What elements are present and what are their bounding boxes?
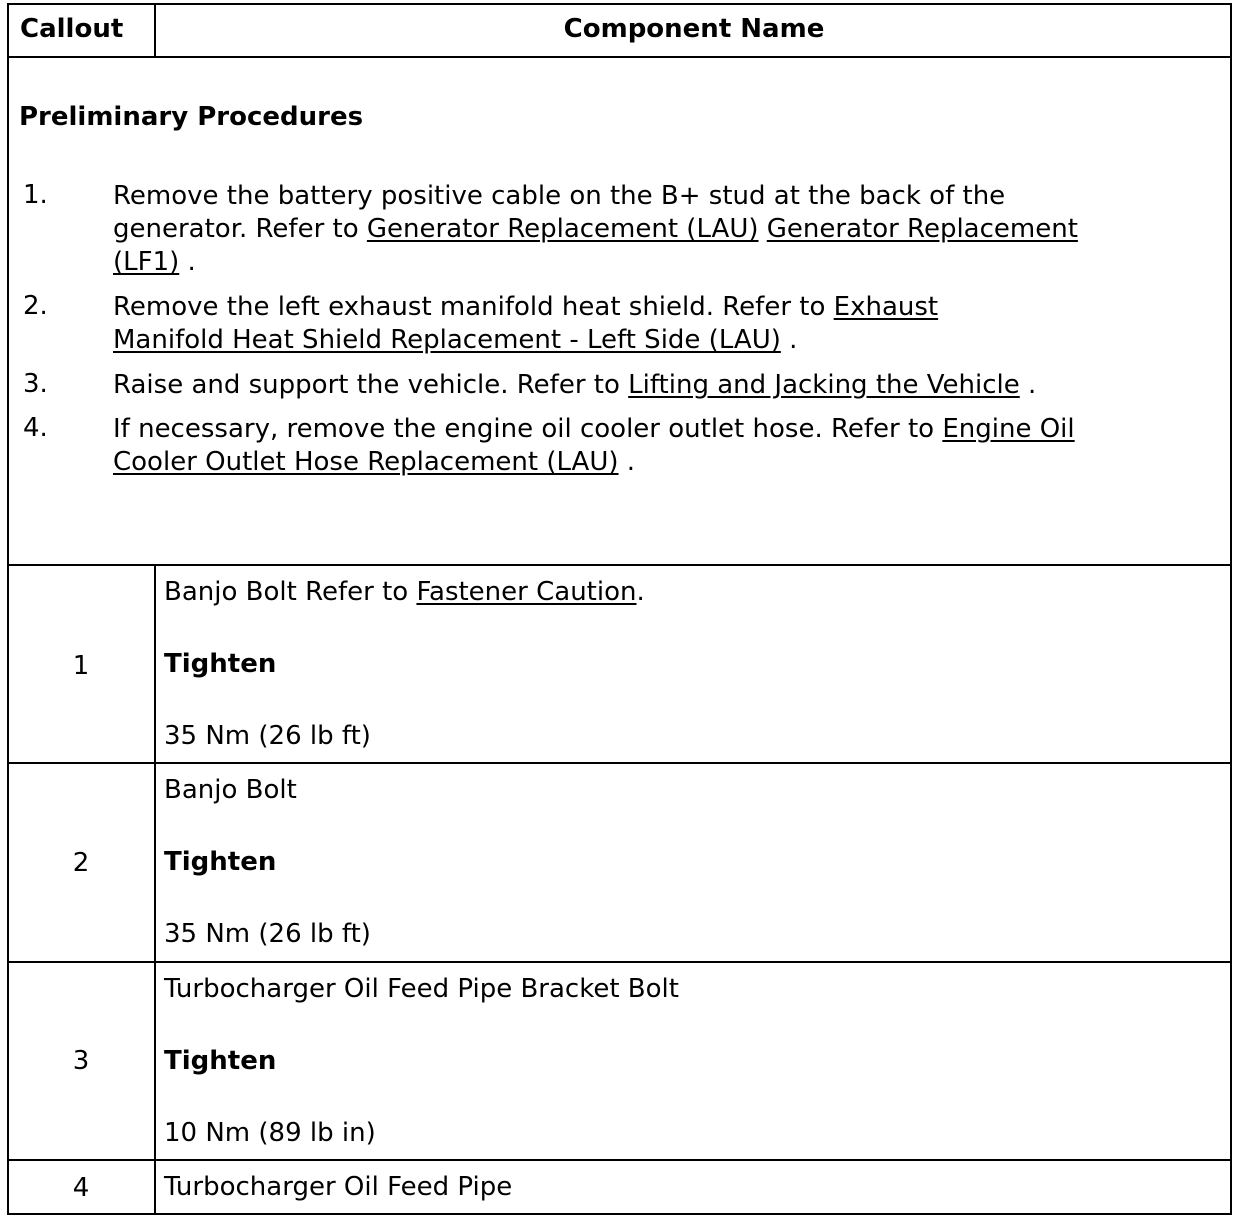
tighten-label: Tighten (164, 649, 277, 679)
component-name: Turbocharger Oil Feed Pipe Bracket Bolt (164, 974, 679, 1004)
torque-spec: 35 Nm (26 lb ft) (164, 919, 371, 949)
section-title: Preliminary Procedures (19, 102, 364, 132)
link-generator-lau[interactable]: Generator Replacement (LAU) (366, 214, 759, 244)
component-name: Turbocharger Oil Feed Pipe (164, 1172, 513, 1202)
callout-number: 2 (72, 848, 90, 878)
callout-number: 3 (72, 1046, 90, 1076)
callout-number: 1 (72, 651, 90, 681)
step-number: 2. (23, 291, 48, 321)
step-number: 1. (23, 180, 48, 210)
step-text: Raise and support the vehicle. Refer to Lifting and Jacking the Vehicle . (113, 370, 1037, 400)
tighten-label: Tighten (164, 847, 277, 877)
step-text: Remove the battery positive cable on the B+ stud at the back of the generator. Refer to Generator Replacement (LAU) Generator Replacement (LF1) . (113, 181, 1078, 277)
divider (7, 564, 1232, 566)
torque-spec: 35 Nm (26 lb ft) (164, 721, 371, 751)
step-number: 3. (23, 369, 48, 399)
header-callout: Callout (20, 14, 124, 44)
step-text: Remove the left exhaust manifold heat shield. Refer to Exhaust Manifold Heat Shield Replacement - Left Side (LAU) . (113, 292, 939, 355)
tighten-label: Tighten (164, 1046, 277, 1076)
link-exhaust-heat-shield[interactable]: Exhaust Manifold Heat Shield Replacement - Left Side (LAU) (113, 292, 939, 355)
step-number: 4. (23, 413, 48, 443)
step-text: If necessary, remove the engine oil cooler outlet hose. Refer to Engine Oil Cooler Outlet Hose Replacement (LAU) . (113, 414, 1075, 477)
header-component-name: Component Name (563, 14, 825, 44)
link-oil-cooler-hose[interactable]: Engine Oil Cooler Outlet Hose Replacement (LAU) (113, 414, 1075, 477)
torque-spec: 10 Nm (89 lb in) (164, 1118, 376, 1148)
divider (7, 56, 1232, 58)
component-name: Banjo Bolt (164, 775, 297, 805)
callout-number: 4 (72, 1173, 90, 1203)
link-generator-lf1[interactable]: Generator Replacement (LF1) (113, 214, 1078, 277)
link-lifting-jacking[interactable]: Lifting and Jacking the Vehicle (628, 370, 1020, 400)
divider (7, 1159, 1232, 1161)
divider (7, 762, 1232, 764)
component-name: Banjo Bolt Refer to Fastener Caution. (164, 577, 645, 607)
link-fastener-caution[interactable]: Fastener Caution (416, 577, 637, 607)
divider (7, 961, 1232, 963)
